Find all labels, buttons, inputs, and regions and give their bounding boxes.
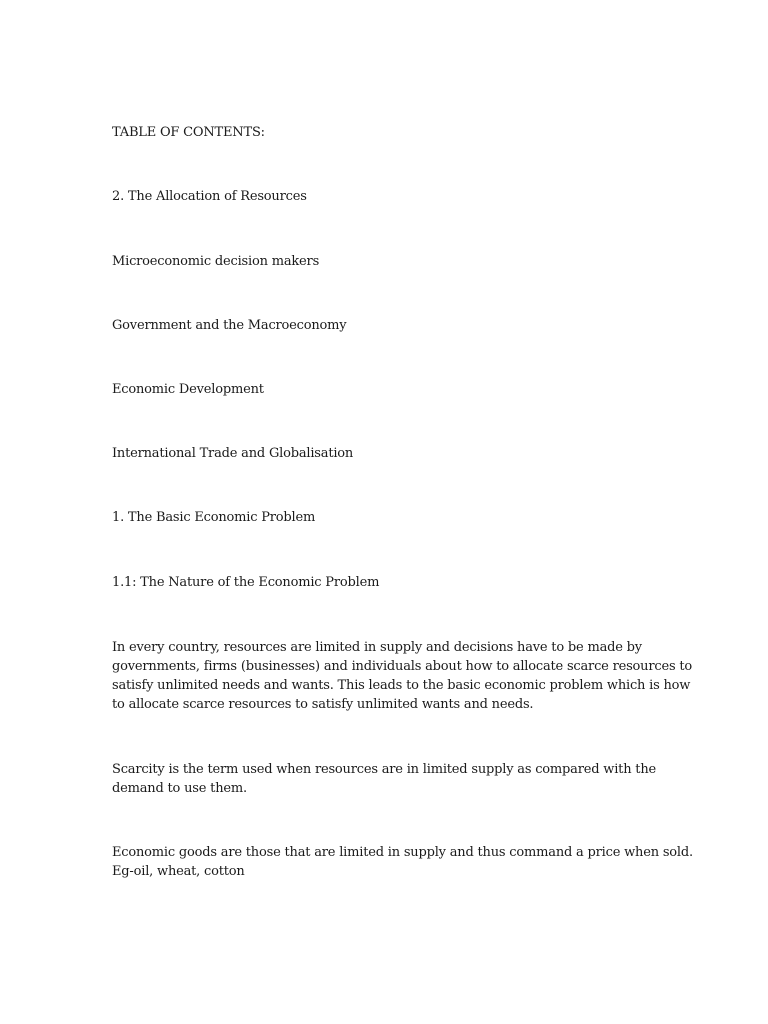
toc-item-basic-economic-problem: 1. The Basic Economic Problem: [112, 510, 316, 525]
paragraph-line: Economic goods are those that are limited in supply and thus command a price when sold.: [112, 845, 693, 860]
paragraph-resources-limited: [112, 638, 692, 714]
paragraph-line: governments, firms (businesses) and individuals about how to allocate scarce resources to: [112, 659, 692, 674]
paragraph-line: In every country, resources are limited in supply and decisions have to be made by: [112, 640, 642, 655]
toc-item-allocation-of-resources: 2. The Allocation of Resources: [112, 189, 307, 204]
paragraph-line: satisfy unlimited needs and wants. This leads to the basic economic problem which is how: [112, 678, 691, 693]
toc-item-government-macroeconomy: Government and the Macroeconomy: [112, 318, 347, 333]
toc-item-microeconomic-decision-makers: Microeconomic decision makers: [112, 254, 320, 269]
toc-heading: TABLE OF CONTENTS:: [112, 125, 265, 140]
paragraph-economic-goods: [112, 843, 693, 881]
toc-item-economic-development: Economic Development: [112, 382, 264, 397]
paragraph-line: Scarcity is the term used when resources are in limited supply as compared with the: [112, 762, 656, 777]
paragraph-scarcity: [112, 760, 656, 798]
paragraph-line: to allocate scarce resources to satisfy unlimited wants and needs.: [112, 697, 534, 712]
section-heading: 1.1: The Nature of the Economic Problem: [112, 575, 380, 590]
paragraph-line: Eg-oil, wheat, cotton: [112, 864, 245, 879]
toc-item-international-trade: International Trade and Globalisation: [112, 446, 354, 461]
paragraph-line: demand to use them.: [112, 781, 247, 796]
